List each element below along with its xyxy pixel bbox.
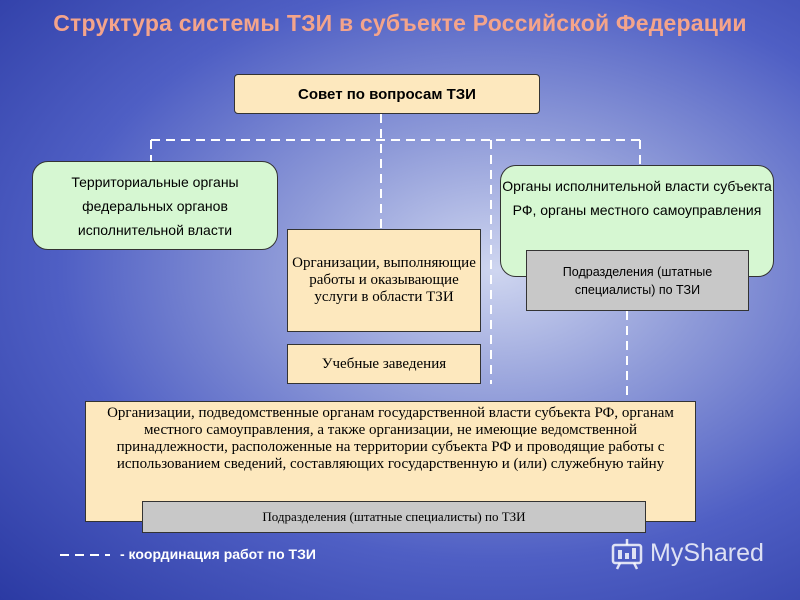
territorial-bodies-box: Территориальные органы федеральных органов исполнительной власти — [32, 161, 278, 250]
subordinate-subdivisions-box: Подразделения (штатные специалисты) по ТЗИ — [142, 501, 646, 533]
myshared-logo-icon — [610, 536, 644, 570]
service-organizations-box: Организации, выполняющие работы и оказывающие услуги в области ТЗИ — [287, 229, 481, 332]
watermark — [610, 536, 764, 570]
subordinate-organizations-box: Организации, подведомственные органам государственной власти субъекта РФ, органам местного самоуправления, а также организации, не имеющие ведомственной принадлежности, расположенные на территории субъекта РФ и проводящие работы с использованием сведений, составляющих государственную и (или) служебную тайну — [85, 401, 696, 522]
page-title: Структура системы ТЗИ в субъекте Российской Федерации — [53, 10, 747, 36]
executive-bodies-box: Органы исполнительной власти субъекта РФ, органы местного самоуправления — [500, 165, 774, 277]
watermark-text: MyShared — [650, 538, 764, 567]
legend-dash-sample — [60, 553, 110, 557]
council-box: Совет по вопросам ТЗИ — [234, 74, 540, 114]
executive-subdivisions-box: Подразделения (штатные специалисты) по ТЗИ — [526, 250, 749, 311]
legend-label: - координация работ по ТЗИ — [120, 546, 316, 562]
educational-institutions-box: Учебные заведения — [287, 344, 481, 384]
